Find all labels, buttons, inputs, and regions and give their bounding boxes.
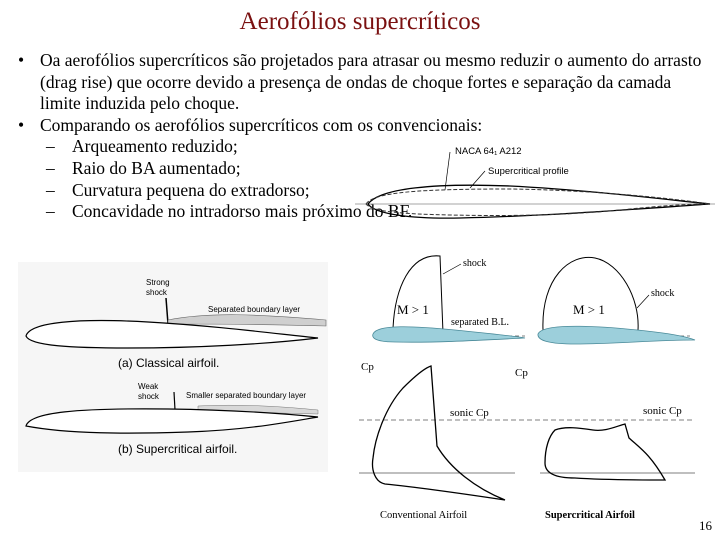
shock-right-leader	[637, 295, 649, 308]
supercritical-profile-label: Supercritical profile	[488, 166, 569, 177]
dash-icon: –	[46, 157, 55, 178]
shock-right-label: shock	[651, 288, 675, 299]
page-number: 16	[699, 518, 712, 533]
strong-shock-label: Strong	[146, 278, 170, 287]
conventional-airfoil	[373, 327, 525, 342]
sonic-left-label: sonic Cp	[450, 407, 489, 419]
supercritical-airfoil	[538, 326, 695, 344]
naca-label: NACA 64₁ A212	[455, 146, 522, 157]
cp-left-label: Cp	[361, 361, 374, 373]
airfoil-profile-figure	[350, 138, 720, 238]
weak-shock-label: Weak	[138, 382, 159, 391]
caption-supercritical-airfoil: Supercritical Airfoil	[545, 510, 635, 521]
pressure-distribution-figure	[355, 248, 700, 523]
dash-icon: –	[46, 179, 55, 200]
sub-bullet-text: Arqueamento reduzido;	[72, 136, 238, 157]
separated-bl-label: separated B.L.	[451, 317, 510, 328]
cp-curve-supercritical	[545, 424, 665, 480]
sonic-right-label: sonic Cp	[643, 405, 682, 417]
dash-icon: –	[46, 136, 55, 157]
boundary-layer-figure	[18, 262, 328, 472]
smaller-layer-label: Smaller separated boundary layer	[186, 391, 307, 400]
sub-bullet-text: Raio do BA aumentado;	[72, 157, 241, 178]
mach-left-label: M > 1	[397, 302, 429, 317]
weak-shock-label: shock	[138, 392, 159, 401]
sub-bullet-text: Concavidade no intradorso mais próximo do BF.	[72, 201, 413, 222]
mach-right-label: M > 1	[573, 302, 605, 317]
separated-layer-label: Separated boundary layer	[208, 305, 301, 314]
shock-left-leader	[443, 264, 461, 274]
shock-left-label: shock	[463, 258, 487, 269]
bullet-item	[18, 50, 708, 115]
cp-right-label: Cp	[515, 367, 528, 379]
naca-leader-line	[445, 152, 450, 190]
supercritical-airfoil-outline	[366, 189, 710, 216]
cp-curve-conventional	[373, 366, 506, 500]
supersonic-region-right	[543, 257, 638, 330]
dash-icon: –	[46, 201, 55, 222]
bullet-item	[18, 115, 708, 137]
caption-conventional: Conventional Airfoil	[380, 510, 468, 521]
caption-supercritical: (b) Supercritical airfoil.	[118, 442, 238, 456]
bullet-text: Comparando os aerofólios supercríticos com os convencionais:	[40, 114, 483, 135]
caption-classical: (a) Classical airfoil.	[118, 356, 220, 370]
strong-shock-label: shock	[146, 288, 167, 297]
sub-bullet-text: Curvatura pequena do extradorso;	[72, 179, 310, 200]
bullet-text: Oa aerofólios supercríticos são projetados para atrasar ou mesmo reduzir o aumento do arrasto (drag rise) que ocorre devido a presença de ondas de choque fortes e separação da camada limite induzida pelo choque.	[40, 50, 702, 114]
slide-title: Aerofólios supercríticos	[239, 8, 481, 35]
supersonic-region-left	[393, 256, 443, 333]
bullet-dot-icon: •	[18, 50, 25, 70]
bullet-dot-icon: •	[18, 114, 25, 135]
